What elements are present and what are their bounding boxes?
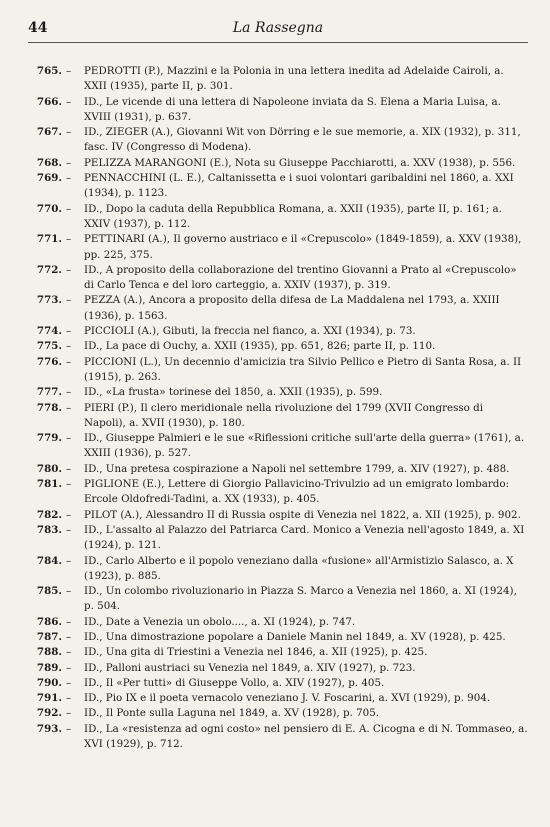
entry-number: 769. — [36, 172, 62, 185]
bibliography-entry — [30, 554, 528, 585]
entry-text: ID., Pio IX e il poeta vernacolo veneziano J. V. Foscarini, a. XVI (1929), p. 904. — [84, 692, 491, 705]
entry-text: ID., Carlo Alberto e il popolo veneziano dalla «fusione» all'Armistizio Salasco, a. X (1923), p. 885. — [84, 554, 514, 582]
entry-text: ID., Le vicende di una lettera di Napoleone inviata da S. Elena a Maria Luisa, a. XVIII (1931), p. 637. — [84, 95, 501, 123]
entry-dash: – — [66, 523, 72, 536]
bibliography-entry — [30, 324, 528, 339]
entry-dash: – — [66, 630, 72, 643]
bibliography-entry — [30, 156, 528, 171]
entry-text: ID., «La frusta» torinese del 1850, a. XXII (1935), p. 599. — [84, 386, 383, 399]
bibliography-entry — [30, 202, 528, 233]
entry-number: 780. — [36, 462, 62, 475]
entry-text: ID., Una gita di Triestini a Venezia nel 1846, a. XII (1925), p. 425. — [84, 646, 428, 659]
entry-number: 788. — [36, 646, 62, 659]
entry-dash: – — [66, 478, 72, 491]
entry-dash: – — [66, 722, 72, 735]
bibliography-entry — [30, 676, 528, 691]
bibliography-entry — [30, 95, 528, 126]
bibliography-entry — [30, 691, 528, 706]
bibliography-entry — [30, 431, 528, 462]
entry-dash: – — [66, 355, 72, 368]
entry-number: 786. — [36, 615, 62, 628]
entry-text: PEDROTTI (P.), Mazzini e la Polonia in una lettera inedita ad Adelaide Cairoli, a. XXII (1935), parte II, p. 301. — [84, 65, 504, 93]
entry-number: 784. — [36, 554, 62, 567]
entry-dash: – — [66, 508, 72, 521]
entry-number: 766. — [36, 95, 62, 108]
entry-dash: – — [66, 233, 72, 246]
entry-text: ID., Dopo la caduta della Repubblica Romana, a. XXII (1935), parte II, p. 161; a. XXIV (1937), p. 112. — [84, 202, 502, 230]
entry-number: 791. — [36, 692, 62, 705]
entry-number: 793. — [36, 722, 62, 735]
entry-dash: – — [66, 126, 72, 139]
entry-text: PICCIONI (L.), Un decennio d'amicizia tra Silvio Pellico e Pietro di Santa Rosa, a. II (1915), p. 263. — [84, 355, 522, 383]
entry-dash: – — [66, 615, 72, 628]
entry-dash: – — [66, 340, 72, 353]
bibliography-entry — [30, 232, 528, 263]
bibliography-entry — [30, 523, 528, 554]
entry-dash: – — [66, 676, 72, 689]
entry-dash: – — [66, 65, 72, 77]
entry-number: 789. — [36, 661, 62, 674]
page-number: 44 — [28, 20, 48, 36]
bibliography-entry — [30, 64, 528, 95]
bibliography-entry — [30, 293, 528, 324]
entry-text: ID., Una pretesa cospirazione a Napoli nel settembre 1799, a. XIV (1927), p. 488. — [84, 462, 510, 475]
entry-text: ID., A proposito della collaborazione del trentino Giovanni a Prato al «Crepuscolo» di Carlo Tenca e del loro carteggio, a. XXIV (1937), p. 319. — [84, 263, 517, 292]
entry-dash: – — [66, 661, 72, 674]
bibliography-entry — [30, 706, 528, 721]
entry-text: ID., L'assalto al Palazzo del Patriarca Card. Monico a Venezia nell'agosto 1849, a. XI (1924), p. 121. — [84, 523, 525, 552]
entry-number: 765. — [36, 65, 62, 77]
entry-text: ID., Palloni austriaci su Venezia nel 1849, a. XIV (1927), p. 723. — [84, 661, 416, 674]
entry-dash: – — [66, 156, 72, 169]
entry-dash: – — [66, 401, 72, 414]
entry-text: PEZZA (A.), Ancora a proposito della difesa de La Maddalena nel 1793, a. XXIII (1936), p. 1563. — [84, 294, 500, 322]
entry-number: 767. — [36, 126, 62, 139]
bibliography-entry — [30, 630, 528, 645]
entry-dash: – — [66, 294, 72, 307]
entry-number: 790. — [36, 676, 62, 689]
entry-dash: – — [66, 172, 72, 185]
bibliography-entry — [30, 615, 528, 630]
bibliography-entry — [30, 401, 528, 432]
entry-text: ID., La «resistenza ad ogni costo» nel pensiero di E. A. Cicogna e di N. Tommaseo, a. XVI (1929), p. 712. — [84, 722, 528, 751]
entry-dash: – — [66, 462, 72, 475]
bibliography-list — [30, 64, 528, 752]
bibliography-entry — [30, 171, 528, 202]
entry-number: 776. — [36, 355, 62, 368]
entry-dash: – — [66, 707, 72, 720]
bibliography-entry — [30, 661, 528, 676]
bibliography-entry — [30, 462, 528, 477]
entry-dash: – — [66, 263, 72, 276]
entry-number: 770. — [36, 202, 62, 215]
entry-dash: – — [66, 432, 72, 445]
entry-text: PELIZZA MARANGONI (E.), Nota su Giuseppe Pacchiarotti, a. XXV (1938), p. 556. — [84, 156, 516, 169]
bibliography-entry — [30, 508, 528, 523]
entry-number: 777. — [36, 386, 62, 399]
entry-dash: – — [66, 325, 72, 338]
bibliography-entry — [30, 722, 528, 753]
entry-dash: – — [66, 386, 72, 399]
entry-text: PIGLIONE (E.), Lettere di Giorgio Pallavicino-Trivulzio ad un emigrato lombardo: Ercole Oldofredi-Tadini, a. XX (1933), p. 405. — [84, 478, 510, 506]
entry-number: 783. — [36, 523, 62, 536]
entry-dash: – — [66, 95, 72, 108]
entry-text: ID., Un colombo rivoluzionario in Piazza S. Marco a Venezia nel 1860, a. XI (1924), p. 504. — [84, 585, 517, 613]
bibliography-entry — [30, 339, 528, 354]
entry-number: 792. — [36, 707, 62, 720]
entry-number: 768. — [36, 156, 62, 169]
entry-dash: – — [66, 585, 72, 598]
entry-text: ID., Il Ponte sulla Laguna nel 1849, a. XV (1928), p. 705. — [84, 707, 380, 720]
bibliography-entry — [30, 477, 528, 508]
entry-number: 779. — [36, 432, 62, 445]
entry-dash: – — [66, 202, 72, 215]
entry-text: PETTINARI (A.), Il governo austriaco e il «Crepuscolo» (1849-1859), a. XXV (1938), pp. 225, 375. — [84, 233, 522, 261]
entry-text: ID., Il «Per tutti» di Giuseppe Vollo, a. XIV (1927), p. 405. — [84, 676, 385, 689]
entry-text: PILOT (A.), Alessandro II di Russia ospite di Venezia nel 1822, a. XII (1925), p. 902. — [84, 508, 521, 521]
entry-number: 771. — [36, 233, 62, 246]
entry-number: 785. — [36, 585, 62, 598]
entry-number: 787. — [36, 630, 62, 643]
bibliography-entry — [30, 263, 528, 294]
entry-text: PICCIOLI (A.), Gibuti, la freccia nel fianco, a. XXI (1934), p. 73. — [84, 325, 416, 338]
page-header — [28, 20, 528, 43]
entry-number: 773. — [36, 294, 62, 307]
entry-text: PENNACCHINI (L. E.), Caltanissetta e i suoi volontari garibaldini nel 1860, a. XXI (1934), p. 1123. — [84, 172, 514, 200]
entry-number: 775. — [36, 340, 62, 353]
entry-number: 772. — [36, 263, 62, 276]
entry-text: ID., Date a Venezia un obolo...., a. XI (1924), p. 747. — [84, 615, 356, 628]
entry-text: PIERI (P.), Il clero meridionale nella rivoluzione del 1799 (XVII Congresso di Napoli), a. XVII (1930), p. 180. — [84, 401, 484, 429]
entry-number: 782. — [36, 508, 62, 521]
bibliography-entry — [30, 125, 528, 156]
entry-number: 774. — [36, 325, 62, 338]
entry-dash: – — [66, 554, 72, 567]
entry-text: ID., Una dimostrazione popolare a Daniele Manin nel 1849, a. XV (1928), p. 425. — [84, 630, 506, 643]
bibliography-entry — [30, 584, 528, 615]
entry-text: ID., ZIEGER (A.), Giovanni Wit von Dörring e le sue memorie, a. XIX (1932), p. 311, fasc. IV (Congresso di Modena). — [84, 126, 521, 154]
bibliography-entry — [30, 355, 528, 386]
bibliography-entry — [30, 645, 528, 660]
entry-text: ID., La pace di Ouchy, a. XXII (1935), pp. 651, 826; parte II, p. 110. — [84, 340, 436, 353]
entry-number: 778. — [36, 401, 62, 414]
entry-dash: – — [66, 692, 72, 705]
entry-text: ID., Giuseppe Palmieri e le sue «Riflessioni critiche sull'arte della guerra» (1761), a. XXIII (1936), p. 527. — [84, 432, 525, 460]
entry-number: 781. — [36, 478, 62, 491]
running-title: La Rassegna — [232, 20, 324, 36]
entry-dash: – — [66, 646, 72, 659]
bibliography-entry — [30, 385, 528, 400]
